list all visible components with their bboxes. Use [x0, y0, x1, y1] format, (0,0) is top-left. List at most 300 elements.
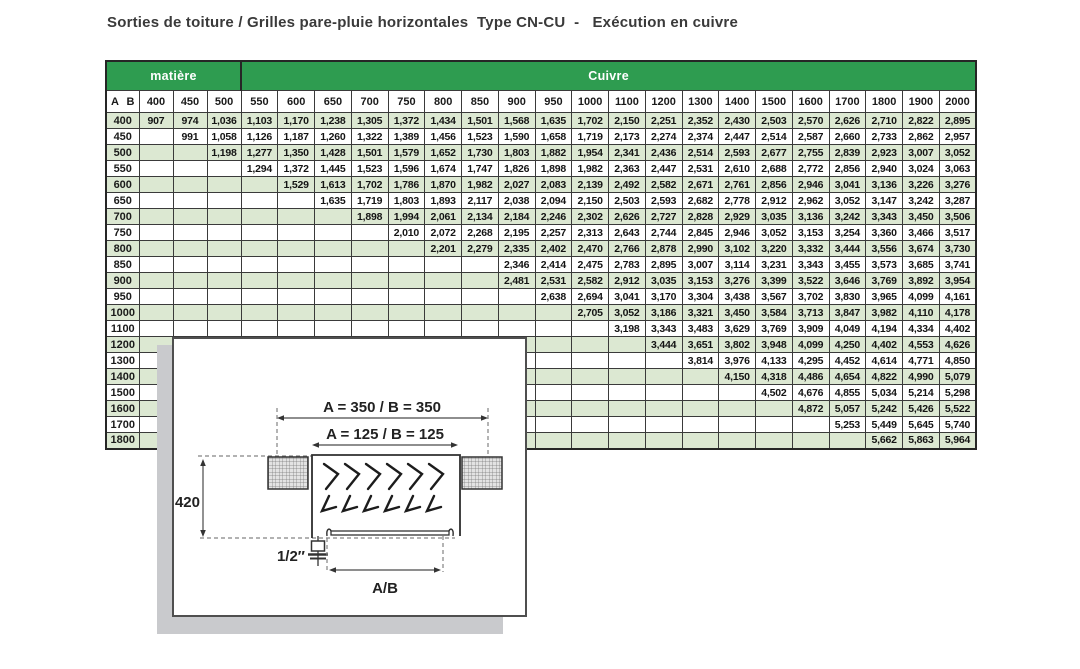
price-cell: [609, 385, 646, 401]
price-cell: 4,150: [719, 369, 756, 385]
price-cell: 2,531: [535, 273, 572, 289]
price-cell: [207, 209, 241, 225]
price-cell: [207, 321, 241, 337]
price-cell: 4,553: [903, 337, 940, 353]
price-cell: [241, 193, 278, 209]
price-cell: 1,870: [425, 177, 462, 193]
price-cell: 1,596: [388, 161, 425, 177]
price-cell: [682, 385, 719, 401]
price-cell: [139, 193, 173, 209]
price-cell: [535, 433, 572, 449]
price-cell: [572, 401, 609, 417]
price-cell: 4,486: [792, 369, 829, 385]
price-cell: 3,438: [719, 289, 756, 305]
price-cell: 2,184: [498, 209, 535, 225]
price-cell: 4,614: [866, 353, 903, 369]
table-row-1000: [106, 305, 976, 321]
row-header-1800: 1800: [106, 433, 139, 449]
column-header-500: 500: [207, 91, 241, 113]
price-cell: 2,778: [719, 193, 756, 209]
price-cell: [572, 385, 609, 401]
price-cell: 1,719: [351, 193, 388, 209]
price-cell: 2,766: [609, 241, 646, 257]
price-cell: 3,769: [866, 273, 903, 289]
row-header-500: 500: [106, 145, 139, 161]
price-cell: 3,466: [903, 225, 940, 241]
price-cell: [351, 289, 388, 305]
table-row-900: [106, 273, 976, 289]
price-cell: 4,452: [829, 353, 866, 369]
price-cell: 3,343: [645, 321, 682, 337]
price-cell: 1,350: [278, 145, 315, 161]
price-cell: [351, 273, 388, 289]
price-cell: [139, 129, 173, 145]
price-cell: 3,254: [829, 225, 866, 241]
price-cell: 3,321: [682, 305, 719, 321]
price-cell: 3,242: [829, 209, 866, 225]
row-header-1500: 1500: [106, 385, 139, 401]
row-header-900: 900: [106, 273, 139, 289]
price-cell: 2,912: [756, 193, 793, 209]
page-title: Sorties de toiture / Grilles pare-pluie horizontales Type CN-CU - Exécution en cuivre: [107, 14, 738, 31]
price-cell: [388, 289, 425, 305]
price-cell: 2,010: [388, 225, 425, 241]
price-cell: [139, 161, 173, 177]
row-header-1700: 1700: [106, 417, 139, 433]
price-cell: 3,052: [939, 145, 976, 161]
price-cell: 2,727: [645, 209, 682, 225]
price-cell: 3,976: [719, 353, 756, 369]
column-header-1900: 1900: [903, 91, 940, 113]
price-cell: 3,556: [866, 241, 903, 257]
price-cell: 1,434: [425, 113, 462, 129]
price-cell: 1,568: [498, 113, 535, 129]
price-cell: [719, 401, 756, 417]
price-cell: 1,523: [462, 129, 499, 145]
price-cell: 3,450: [903, 209, 940, 225]
table-row-700: [106, 209, 976, 225]
price-cell: 1,826: [498, 161, 535, 177]
price-cell: 5,079: [939, 369, 976, 385]
price-cell: 2,688: [756, 161, 793, 177]
price-cell: 1,898: [351, 209, 388, 225]
price-cell: 3,136: [792, 209, 829, 225]
price-cell: 4,502: [756, 385, 793, 401]
price-cell: 5,662: [866, 433, 903, 449]
price-cell: 3,024: [903, 161, 940, 177]
price-cell: 4,402: [866, 337, 903, 353]
price-cell: [609, 337, 646, 353]
price-cell: [609, 433, 646, 449]
price-cell: 2,587: [792, 129, 829, 145]
price-cell: 1,982: [462, 177, 499, 193]
price-cell: [425, 321, 462, 337]
price-cell: 5,863: [903, 433, 940, 449]
column-header-1200: 1200: [645, 91, 682, 113]
price-cell: 4,822: [866, 369, 903, 385]
row-header-1600: 1600: [106, 401, 139, 417]
price-cell: 3,522: [792, 273, 829, 289]
price-cell: 3,965: [866, 289, 903, 305]
price-cell: 4,850: [939, 353, 976, 369]
price-cell: 5,214: [903, 385, 940, 401]
price-cell: 2,862: [903, 129, 940, 145]
price-cell: [388, 241, 425, 257]
width-dim-label: A/B: [372, 580, 398, 597]
price-cell: 2,414: [535, 257, 572, 273]
price-cell: 2,582: [572, 273, 609, 289]
price-cell: 2,447: [719, 129, 756, 145]
price-cell: [207, 193, 241, 209]
price-cell: 2,514: [756, 129, 793, 145]
price-cell: 3,170: [645, 289, 682, 305]
price-cell: [173, 177, 207, 193]
price-cell: [462, 321, 499, 337]
price-cell: 3,674: [903, 241, 940, 257]
price-cell: [462, 257, 499, 273]
price-cell: 2,279: [462, 241, 499, 257]
column-header-1400: 1400: [719, 91, 756, 113]
price-cell: 3,102: [719, 241, 756, 257]
price-cell: 1,590: [498, 129, 535, 145]
price-cell: [173, 257, 207, 273]
price-cell: [388, 273, 425, 289]
price-cell: 3,399: [756, 273, 793, 289]
price-cell: 991: [173, 129, 207, 145]
table-row-500: [106, 145, 976, 161]
price-cell: [425, 289, 462, 305]
price-cell: 2,531: [682, 161, 719, 177]
right-hatch-block: [462, 457, 502, 489]
price-cell: [756, 417, 793, 433]
price-cell: 3,573: [866, 257, 903, 273]
price-cell: [139, 273, 173, 289]
price-cell: [535, 305, 572, 321]
price-cell: [719, 417, 756, 433]
price-cell: 3,007: [903, 145, 940, 161]
price-cell: [278, 273, 315, 289]
price-cell: [425, 273, 462, 289]
price-cell: 2,705: [572, 305, 609, 321]
table-row-550: [106, 161, 976, 177]
price-cell: 1,674: [425, 161, 462, 177]
price-cell: 1,747: [462, 161, 499, 177]
price-cell: 3,802: [719, 337, 756, 353]
price-cell: 2,150: [609, 113, 646, 129]
price-cell: 1,198: [207, 145, 241, 161]
price-cell: [278, 305, 315, 321]
price-cell: 2,251: [645, 113, 682, 129]
price-cell: 3,242: [903, 193, 940, 209]
price-cell: 3,276: [719, 273, 756, 289]
price-cell: [535, 321, 572, 337]
price-cell: [173, 273, 207, 289]
price-cell: [278, 193, 315, 209]
price-cell: 2,895: [939, 113, 976, 129]
price-cell: 1,322: [351, 129, 388, 145]
price-cell: 2,878: [645, 241, 682, 257]
price-cell: 3,713: [792, 305, 829, 321]
column-header-1500: 1500: [756, 91, 793, 113]
price-cell: 4,049: [829, 321, 866, 337]
row-header-1300: 1300: [106, 353, 139, 369]
row-header-750: 750: [106, 225, 139, 241]
price-cell: [645, 353, 682, 369]
price-cell: [351, 257, 388, 273]
price-cell: 1,501: [351, 145, 388, 161]
price-cell: 2,610: [719, 161, 756, 177]
price-cell: 2,856: [829, 161, 866, 177]
price-cell: 3,444: [829, 241, 866, 257]
price-cell: 3,147: [866, 193, 903, 209]
price-cell: 1,954: [572, 145, 609, 161]
price-cell: 3,186: [645, 305, 682, 321]
price-cell: 1,982: [572, 161, 609, 177]
price-cell: 974: [173, 113, 207, 129]
price-cell: 2,374: [682, 129, 719, 145]
row-header-700: 700: [106, 209, 139, 225]
price-cell: [173, 209, 207, 225]
price-cell: [682, 433, 719, 449]
price-cell: [139, 257, 173, 273]
price-cell: 2,895: [645, 257, 682, 273]
drip-tray: [327, 529, 453, 536]
price-cell: [535, 369, 572, 385]
price-cell: 1,658: [535, 129, 572, 145]
price-cell: 2,402: [535, 241, 572, 257]
price-cell: [645, 417, 682, 433]
row-header-850: 850: [106, 257, 139, 273]
price-cell: 4,771: [903, 353, 940, 369]
price-cell: [207, 241, 241, 257]
price-cell: [351, 225, 388, 241]
price-cell: 1,803: [388, 193, 425, 209]
price-cell: 3,343: [866, 209, 903, 225]
drain-valve: [308, 536, 328, 566]
price-cell: 2,094: [535, 193, 572, 209]
column-header-800: 800: [425, 91, 462, 113]
price-cell: [207, 161, 241, 177]
price-cell: 2,061: [425, 209, 462, 225]
price-cell: 2,660: [829, 129, 866, 145]
price-cell: 2,593: [645, 193, 682, 209]
price-cell: 4,676: [792, 385, 829, 401]
price-cell: [572, 369, 609, 385]
column-header-1100: 1100: [609, 91, 646, 113]
price-cell: [425, 257, 462, 273]
roof-outlet-drawing: [174, 339, 525, 615]
price-cell: 1,898: [535, 161, 572, 177]
price-cell: [388, 257, 425, 273]
price-cell: [792, 433, 829, 449]
price-cell: 2,201: [425, 241, 462, 257]
price-cell: [609, 369, 646, 385]
price-cell: 5,426: [903, 401, 940, 417]
price-cell: 2,083: [535, 177, 572, 193]
price-cell: 3,332: [792, 241, 829, 257]
price-cell: 4,099: [903, 289, 940, 305]
price-cell: 1,994: [388, 209, 425, 225]
price-cell: 1,389: [388, 129, 425, 145]
column-header-1700: 1700: [829, 91, 866, 113]
price-cell: 1,456: [425, 129, 462, 145]
price-cell: 2,257: [535, 225, 572, 241]
row-header-950: 950: [106, 289, 139, 305]
price-cell: 4,161: [939, 289, 976, 305]
price-cell: [241, 209, 278, 225]
price-cell: [173, 289, 207, 305]
price-cell: [351, 305, 388, 321]
row-header-1000: 1000: [106, 305, 139, 321]
table-row-750: [106, 225, 976, 241]
table-row-600: [106, 177, 976, 193]
column-header-550: 550: [241, 91, 278, 113]
price-cell: [425, 305, 462, 321]
price-cell: 2,828: [682, 209, 719, 225]
price-cell: 2,139: [572, 177, 609, 193]
price-cell: 4,402: [939, 321, 976, 337]
price-cell: 2,302: [572, 209, 609, 225]
price-cell: 2,923: [866, 145, 903, 161]
price-cell: 4,334: [903, 321, 940, 337]
price-cell: 1,238: [315, 113, 352, 129]
price-cell: 3,517: [939, 225, 976, 241]
price-cell: 2,430: [719, 113, 756, 129]
price-cell: [207, 305, 241, 321]
price-cell: 1,170: [278, 113, 315, 129]
price-cell: 5,057: [829, 401, 866, 417]
price-cell: 1,372: [278, 161, 315, 177]
column-header-900: 900: [498, 91, 535, 113]
price-cell: 2,470: [572, 241, 609, 257]
price-cell: 1,428: [315, 145, 352, 161]
price-cell: 3,052: [609, 305, 646, 321]
price-cell: [315, 321, 352, 337]
price-cell: 3,035: [645, 273, 682, 289]
price-cell: 3,954: [939, 273, 976, 289]
price-cell: [139, 321, 173, 337]
price-cell: 2,492: [609, 177, 646, 193]
price-cell: [139, 225, 173, 241]
price-cell: [207, 257, 241, 273]
table-row-950: [106, 289, 976, 305]
price-cell: 2,475: [572, 257, 609, 273]
row-header-1100: 1100: [106, 321, 139, 337]
price-cell: 2,363: [609, 161, 646, 177]
price-cell: 3,343: [792, 257, 829, 273]
price-cell: 2,447: [645, 161, 682, 177]
price-cell: [498, 289, 535, 305]
price-cell: 3,685: [903, 257, 940, 273]
price-cell: [756, 433, 793, 449]
price-cell: 1,523: [351, 161, 388, 177]
price-cell: 2,957: [939, 129, 976, 145]
price-cell: 3,909: [792, 321, 829, 337]
price-cell: 3,136: [866, 177, 903, 193]
price-cell: 4,626: [939, 337, 976, 353]
price-cell: 3,114: [719, 257, 756, 273]
price-cell: 4,133: [756, 353, 793, 369]
group-header-cuivre: Cuivre: [241, 61, 976, 91]
price-cell: 2,755: [792, 145, 829, 161]
price-cell: 1,103: [241, 113, 278, 129]
price-cell: 3,982: [866, 305, 903, 321]
price-cell: [173, 145, 207, 161]
price-cell: [535, 417, 572, 433]
table-row-400: [106, 113, 976, 129]
grille-fins-top: [324, 464, 443, 489]
price-cell: [756, 401, 793, 417]
price-cell: [351, 321, 388, 337]
column-header-700: 700: [351, 91, 388, 113]
column-header-650: 650: [315, 91, 352, 113]
price-cell: 3,629: [719, 321, 756, 337]
price-cell: 2,570: [792, 113, 829, 129]
price-cell: 4,855: [829, 385, 866, 401]
price-cell: [241, 225, 278, 241]
price-cell: 2,173: [609, 129, 646, 145]
price-cell: 3,584: [756, 305, 793, 321]
price-cell: [278, 225, 315, 241]
grille-outline: [312, 455, 460, 538]
price-cell: 2,072: [425, 225, 462, 241]
column-header-2000: 2000: [939, 91, 976, 113]
price-cell: 4,194: [866, 321, 903, 337]
price-cell: 1,803: [498, 145, 535, 161]
price-cell: 2,744: [645, 225, 682, 241]
price-cell: 1,702: [572, 113, 609, 129]
price-cell: 2,626: [829, 113, 866, 129]
price-cell: [173, 241, 207, 257]
price-cell: 2,638: [535, 289, 572, 305]
price-cell: [315, 241, 352, 257]
price-cell: 2,946: [719, 225, 756, 241]
dim-inner-label: A = 125 / B = 125: [326, 426, 444, 443]
price-cell: [498, 321, 535, 337]
price-cell: [535, 401, 572, 417]
price-cell: [572, 337, 609, 353]
row-header-1400: 1400: [106, 369, 139, 385]
price-cell: 3,847: [829, 305, 866, 321]
price-cell: 5,645: [903, 417, 940, 433]
table-row-1100: [106, 321, 976, 337]
price-cell: 3,231: [756, 257, 793, 273]
price-cell: 1,187: [278, 129, 315, 145]
price-cell: [315, 305, 352, 321]
price-cell: [278, 257, 315, 273]
price-cell: [241, 321, 278, 337]
price-cell: 4,099: [792, 337, 829, 353]
price-cell: 2,733: [866, 129, 903, 145]
price-cell: 3,444: [645, 337, 682, 353]
price-cell: 3,702: [792, 289, 829, 305]
price-cell: 2,845: [682, 225, 719, 241]
price-cell: [241, 177, 278, 193]
row-header-600: 600: [106, 177, 139, 193]
price-cell: 2,436: [645, 145, 682, 161]
price-cell: 3,276: [939, 177, 976, 193]
price-cell: 2,822: [903, 113, 940, 129]
price-cell: [315, 225, 352, 241]
price-cell: 1,501: [462, 113, 499, 129]
row-header-400: 400: [106, 113, 139, 129]
price-cell: 2,582: [645, 177, 682, 193]
group-header-matiere: matière: [106, 61, 241, 91]
price-cell: [645, 401, 682, 417]
price-cell: 2,150: [572, 193, 609, 209]
price-cell: 4,318: [756, 369, 793, 385]
price-cell: 4,990: [903, 369, 940, 385]
